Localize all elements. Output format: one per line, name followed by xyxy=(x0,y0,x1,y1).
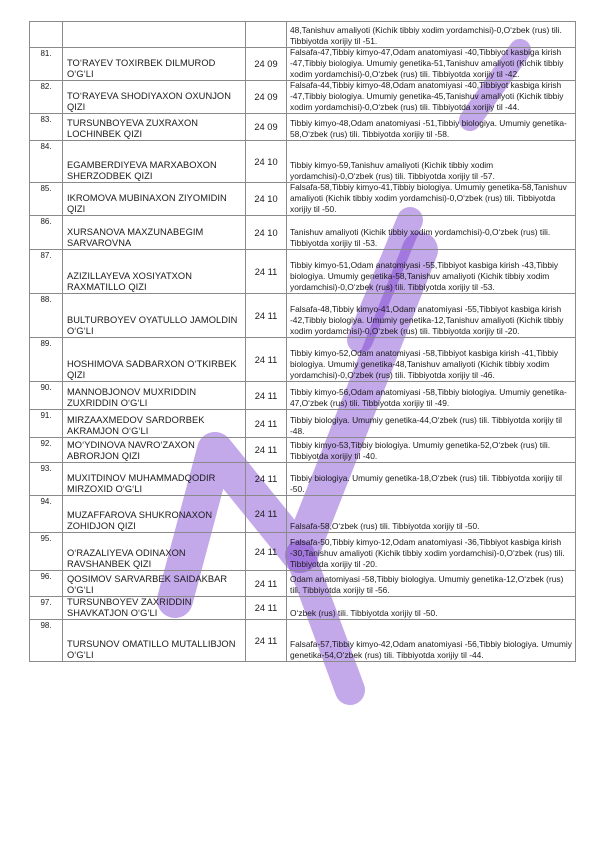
student-name xyxy=(63,338,246,382)
debt-subjects-text: Tibbiy kimyo-59,Tanishuv amaliyoti (Kichik tibbiy xodim yordamchisi)-0,O‘zbek (rus) tili. Tibbiyotda xorijiy til -57. xyxy=(290,160,495,181)
student-name-text: IKROMOVA MUBINAXON ZIYOMIDIN QIZI xyxy=(67,193,227,214)
student-name-text: MANNOBJONOV MUXRIDDIN ZUXRIDDIN O‘G‘LI xyxy=(67,387,197,408)
row-number: 93. xyxy=(30,463,63,496)
debt-subjects xyxy=(287,22,576,48)
group-code xyxy=(246,22,287,48)
student-name-text: QOSIMOV SARVARBEK SAIDAKBAR O‘G‘LI xyxy=(67,574,228,595)
student-name xyxy=(63,141,246,183)
table-row xyxy=(30,141,576,183)
debt-subjects xyxy=(287,183,576,216)
row-number: 97. xyxy=(30,597,63,620)
row-number xyxy=(30,22,63,48)
group-code: 24 11 xyxy=(246,410,287,438)
debt-subjects xyxy=(287,438,576,463)
student-name xyxy=(63,48,246,81)
table-row xyxy=(30,338,576,382)
debt-subjects xyxy=(287,141,576,183)
table-row xyxy=(30,410,576,438)
student-name xyxy=(63,22,246,48)
group-code: 24 11 xyxy=(246,338,287,382)
group-code: 24 11 xyxy=(246,250,287,294)
debt-subjects-text: Falsafa-44,Tibbiy kimyo-48,Odam anatomiyasi -40,Tibbiyot kasbiga kirish -47,Tibbiy biologiya. Umumiy genetika-45,Tanishuv amaliyoti (Kichik tibbiy xodim yordamchisi)-0,O‘zbek (rus) tili. Tibbiyotda xorijiy til -44. xyxy=(290,80,564,112)
student-name-text: TO‘RAYEVA SHODIYAXON OXUNJON QIZI xyxy=(67,91,231,112)
table-row xyxy=(30,382,576,410)
group-code: 24 10 xyxy=(246,183,287,216)
student-name xyxy=(63,533,246,571)
table-row xyxy=(30,571,576,597)
debt-subjects xyxy=(287,571,576,597)
row-number: 91. xyxy=(30,410,63,438)
debt-subjects xyxy=(287,463,576,496)
student-name-text: MUZAFFAROVA SHUKRONAXON ZOHIDJON QIZI xyxy=(67,510,213,531)
row-number: 96. xyxy=(30,571,63,597)
debt-subjects-text: Tanishuv amaliyoti (Kichik tibbiy xodim yordamchisi)-0,O‘zbek (rus) tili. Tibbiyotda xorijiy til -53. xyxy=(290,227,551,248)
debt-subjects-text: Tibbiy kimyo-48,Odam anatomiyasi -51,Tibbiy biologiya. Umumiy genetika-58,O‘zbek (rus) tili. Tibbiyotda xorijiy til -58. xyxy=(290,118,567,139)
student-name-text: TURSUNOV OMATILLO MUTALLIBJON O‘G‘LI xyxy=(67,639,236,660)
group-code: 24 09 xyxy=(246,81,287,114)
row-number: 92. xyxy=(30,438,63,463)
debt-subjects xyxy=(287,48,576,81)
table-row xyxy=(30,496,576,533)
row-number: 95. xyxy=(30,533,63,571)
group-code: 24 09 xyxy=(246,114,287,141)
row-number: 89. xyxy=(30,338,63,382)
student-name-text: TO‘RAYEV TOXIRBEK DILMUROD O‘G‘LI xyxy=(67,58,216,79)
debt-subjects-text: Falsafa-47,Tibbiy kimyo-47,Odam anatomiyasi -40,Tibbiyot kasbiga kirish -47,Tibbiy biologiya. Umumiy genetika-51,Tanishuv amaliyoti (Kichik tibbiy xodim yordamchisi)-0,O‘zbek (rus) tili. Tibbiyotda xorijiy til -42. xyxy=(290,47,564,79)
group-code: 24 11 xyxy=(246,571,287,597)
debt-subjects-text: O‘zbek (rus) tili. Tibbiyotda xorijiy til -50. xyxy=(290,608,438,618)
table-row xyxy=(30,533,576,571)
debt-subjects-text: Tibbiy kimyo-56,Odam anatomiyasi -58,Tibbiy biologiya. Umumiy genetika-47,O‘zbek (rus) tili. Tibbiyotda xorijiy til -49. xyxy=(290,387,567,408)
student-name xyxy=(63,410,246,438)
student-name xyxy=(63,438,246,463)
debt-subjects xyxy=(287,382,576,410)
student-name-text: MUXITDINOV MUHAMMADQODIR MIRZOXID O‘G‘LI xyxy=(67,473,216,494)
student-name xyxy=(63,571,246,597)
row-number: 87. xyxy=(30,250,63,294)
debt-subjects xyxy=(287,410,576,438)
group-code: 24 10 xyxy=(246,216,287,250)
debt-subjects xyxy=(287,496,576,533)
student-name-text: O‘RAZALIYEVA ODINAXON RAVSHANBEK QIZI xyxy=(67,548,186,569)
student-name xyxy=(63,216,246,250)
student-name xyxy=(63,250,246,294)
table-row xyxy=(30,250,576,294)
student-name-text: BULTURBOYEV OYATULLO JAMOLDIN O‘G‘LI xyxy=(67,315,238,336)
group-code: 24 10 xyxy=(246,141,287,183)
debt-subjects xyxy=(287,216,576,250)
group-code: 24 11 xyxy=(246,438,287,463)
student-name-text: MIRZAAXMEDOV SARDORBEK AKRAMJON O‘G‘LI xyxy=(67,415,205,436)
table-row xyxy=(30,597,576,620)
results-table xyxy=(29,21,576,662)
group-code: 24 11 xyxy=(246,597,287,620)
row-number: 88. xyxy=(30,294,63,338)
row-number: 94. xyxy=(30,496,63,533)
debt-subjects xyxy=(287,597,576,620)
group-code: 24 11 xyxy=(246,620,287,662)
table-row xyxy=(30,48,576,81)
group-code: 24 09 xyxy=(246,48,287,81)
student-name xyxy=(63,597,246,620)
table-row xyxy=(30,22,576,48)
student-name-text: EGAMBERDIYEVA MARXABOXON SHERZODBEK QIZI xyxy=(67,160,217,181)
student-name-text: HOSHIMOVA SADBARXON O‘TKIRBEK QIZI xyxy=(67,359,237,380)
debt-subjects xyxy=(287,81,576,114)
debt-subjects xyxy=(287,294,576,338)
debt-subjects-text: Tibbiy kimyo-53,Tibbiy biologiya. Umumiy genetika-52,O‘zbek (rus) tili. Tibbiyotda xorijiy til -40. xyxy=(290,440,551,461)
debt-subjects-text: Falsafa-58,Tibbiy kimyo-41,Tibbiy biologiya. Umumiy genetika-58,Tanishuv amaliyoti (Kichik tibbiy xodim yordamchisi)-0,O‘zbek (rus) tili. Tibbiyotda xorijiy til -50. xyxy=(290,182,567,214)
student-name xyxy=(63,382,246,410)
debt-subjects-text: Falsafa-58,O‘zbek (rus) tili. Tibbiyotda xorijiy til -50. xyxy=(290,521,480,531)
table-row xyxy=(30,438,576,463)
student-name-text: TURSUNBOYEVA ZUXRAXON LOCHINBEK QIZI xyxy=(67,118,199,139)
debt-subjects-text: Tibbiy biologiya. Umumiy genetika-18,O‘zbek (rus) tili. Tibbiyotda xorijiy til -50. xyxy=(290,473,562,494)
debt-subjects-text: Falsafa-50,Tibbiy kimyo-12,Odam anatomiyasi -36,Tibbiyot kasbiga kirish -30,Tanishuv amaliyoti (Kichik tibbiy xodim yordamchisi)-0,O‘zbek (rus) tili. Tibbiyotda xorijiy til -20. xyxy=(290,537,565,569)
debt-subjects-text: Falsafa-48,Tibbiy kimyo-41,Odam anatomiyasi -55,Tibbiyot kasbiga kirish -42,Tibbiy biologiya. Umumiy genetika-12,Tanishuv amaliyoti (Kichik tibbiy xodim yordamchisi)-0,O‘zbek (rus) tili. Tibbiyotda xorijiy til -20. xyxy=(290,304,564,336)
student-name xyxy=(63,463,246,496)
debt-subjects xyxy=(287,338,576,382)
student-name xyxy=(63,496,246,533)
row-number: 98. xyxy=(30,620,63,662)
student-name-text: AZIZILLAYEVA XOSIYATXON RAXMATILLO QIZI xyxy=(67,271,192,292)
table-row xyxy=(30,463,576,496)
group-code: 24 11 xyxy=(246,533,287,571)
student-name xyxy=(63,114,246,141)
debt-subjects-text: 48,Tanishuv amaliyoti (Kichik tibbiy xodim yordamchisi)-0,O‘zbek (rus) tili. Tibbiyotda xorijiy til -51. xyxy=(290,25,562,46)
student-name xyxy=(63,81,246,114)
table-row xyxy=(30,216,576,250)
group-code: 24 11 xyxy=(246,294,287,338)
student-name-text: TURSUNBOYEV ZAXRIDDIN SHAVKATJON O‘G‘LI xyxy=(67,597,192,618)
table-row xyxy=(30,81,576,114)
debt-subjects-text: Tibbiy kimyo-51,Odam anatomiyasi -55,Tibbiyot kasbiga kirish -43,Tibbiy biologiya. Umumiy genetika-58,Tanishuv amaliyoti (Kichik tibbiy xodim yordamchisi)-0,O‘zbek (rus) tili. Tibbiyotda xorijiy til -53. xyxy=(290,260,559,292)
group-code: 24 11 xyxy=(246,463,287,496)
debt-subjects xyxy=(287,114,576,141)
debt-subjects-text: Falsafa-57,Tibbiy kimyo-42,Odam anatomiyasi -56,Tibbiy biologiya. Umumiy genetika-54,O‘zbek (rus) tili. Tibbiyotda xorijiy til -44. xyxy=(290,639,572,660)
row-number: 84. xyxy=(30,141,63,183)
group-code: 24 11 xyxy=(246,382,287,410)
group-code: 24 11 xyxy=(246,496,287,533)
debt-subjects xyxy=(287,620,576,662)
row-number: 83. xyxy=(30,114,63,141)
student-name-text: XURSANOVA MAXZUNABEGIM SARVAROVNA xyxy=(67,227,204,248)
debt-subjects xyxy=(287,533,576,571)
student-name xyxy=(63,294,246,338)
row-number: 81. xyxy=(30,48,63,81)
debt-subjects-text: Odam anatomiyasi -58,Tibbiy biologiya. Umumiy genetika-12,O‘zbek (rus) tili. Tibbiyotda xorijiy til -56. xyxy=(290,574,564,595)
row-number: 90. xyxy=(30,382,63,410)
debt-subjects-text: Tibbiy kimyo-52,Odam anatomiyasi -58,Tibbiyot kasbiga kirish -41,Tibbiy biologiya. Umumiy genetika-48,Tanishuv amaliyoti (Kichik tibbiy xodim yordamchisi)-0,O‘zbek (rus) tili. Tibbiyotda xorijiy til -46. xyxy=(290,348,559,380)
debt-subjects-text: Tibbiy biologiya. Umumiy genetika-44,O‘zbek (rus) tili. Tibbiyotda xorijiy til -48. xyxy=(290,415,562,436)
row-number: 86. xyxy=(30,216,63,250)
table-row xyxy=(30,183,576,216)
row-number: 85. xyxy=(30,183,63,216)
student-name xyxy=(63,620,246,662)
row-number: 82. xyxy=(30,81,63,114)
debt-subjects xyxy=(287,250,576,294)
table-row xyxy=(30,294,576,338)
table-row xyxy=(30,114,576,141)
table-row xyxy=(30,620,576,662)
student-name xyxy=(63,183,246,216)
student-name-text: MO‘YDINOVA NAVRO‘ZAXON ABRORJON QIZI xyxy=(67,440,195,461)
